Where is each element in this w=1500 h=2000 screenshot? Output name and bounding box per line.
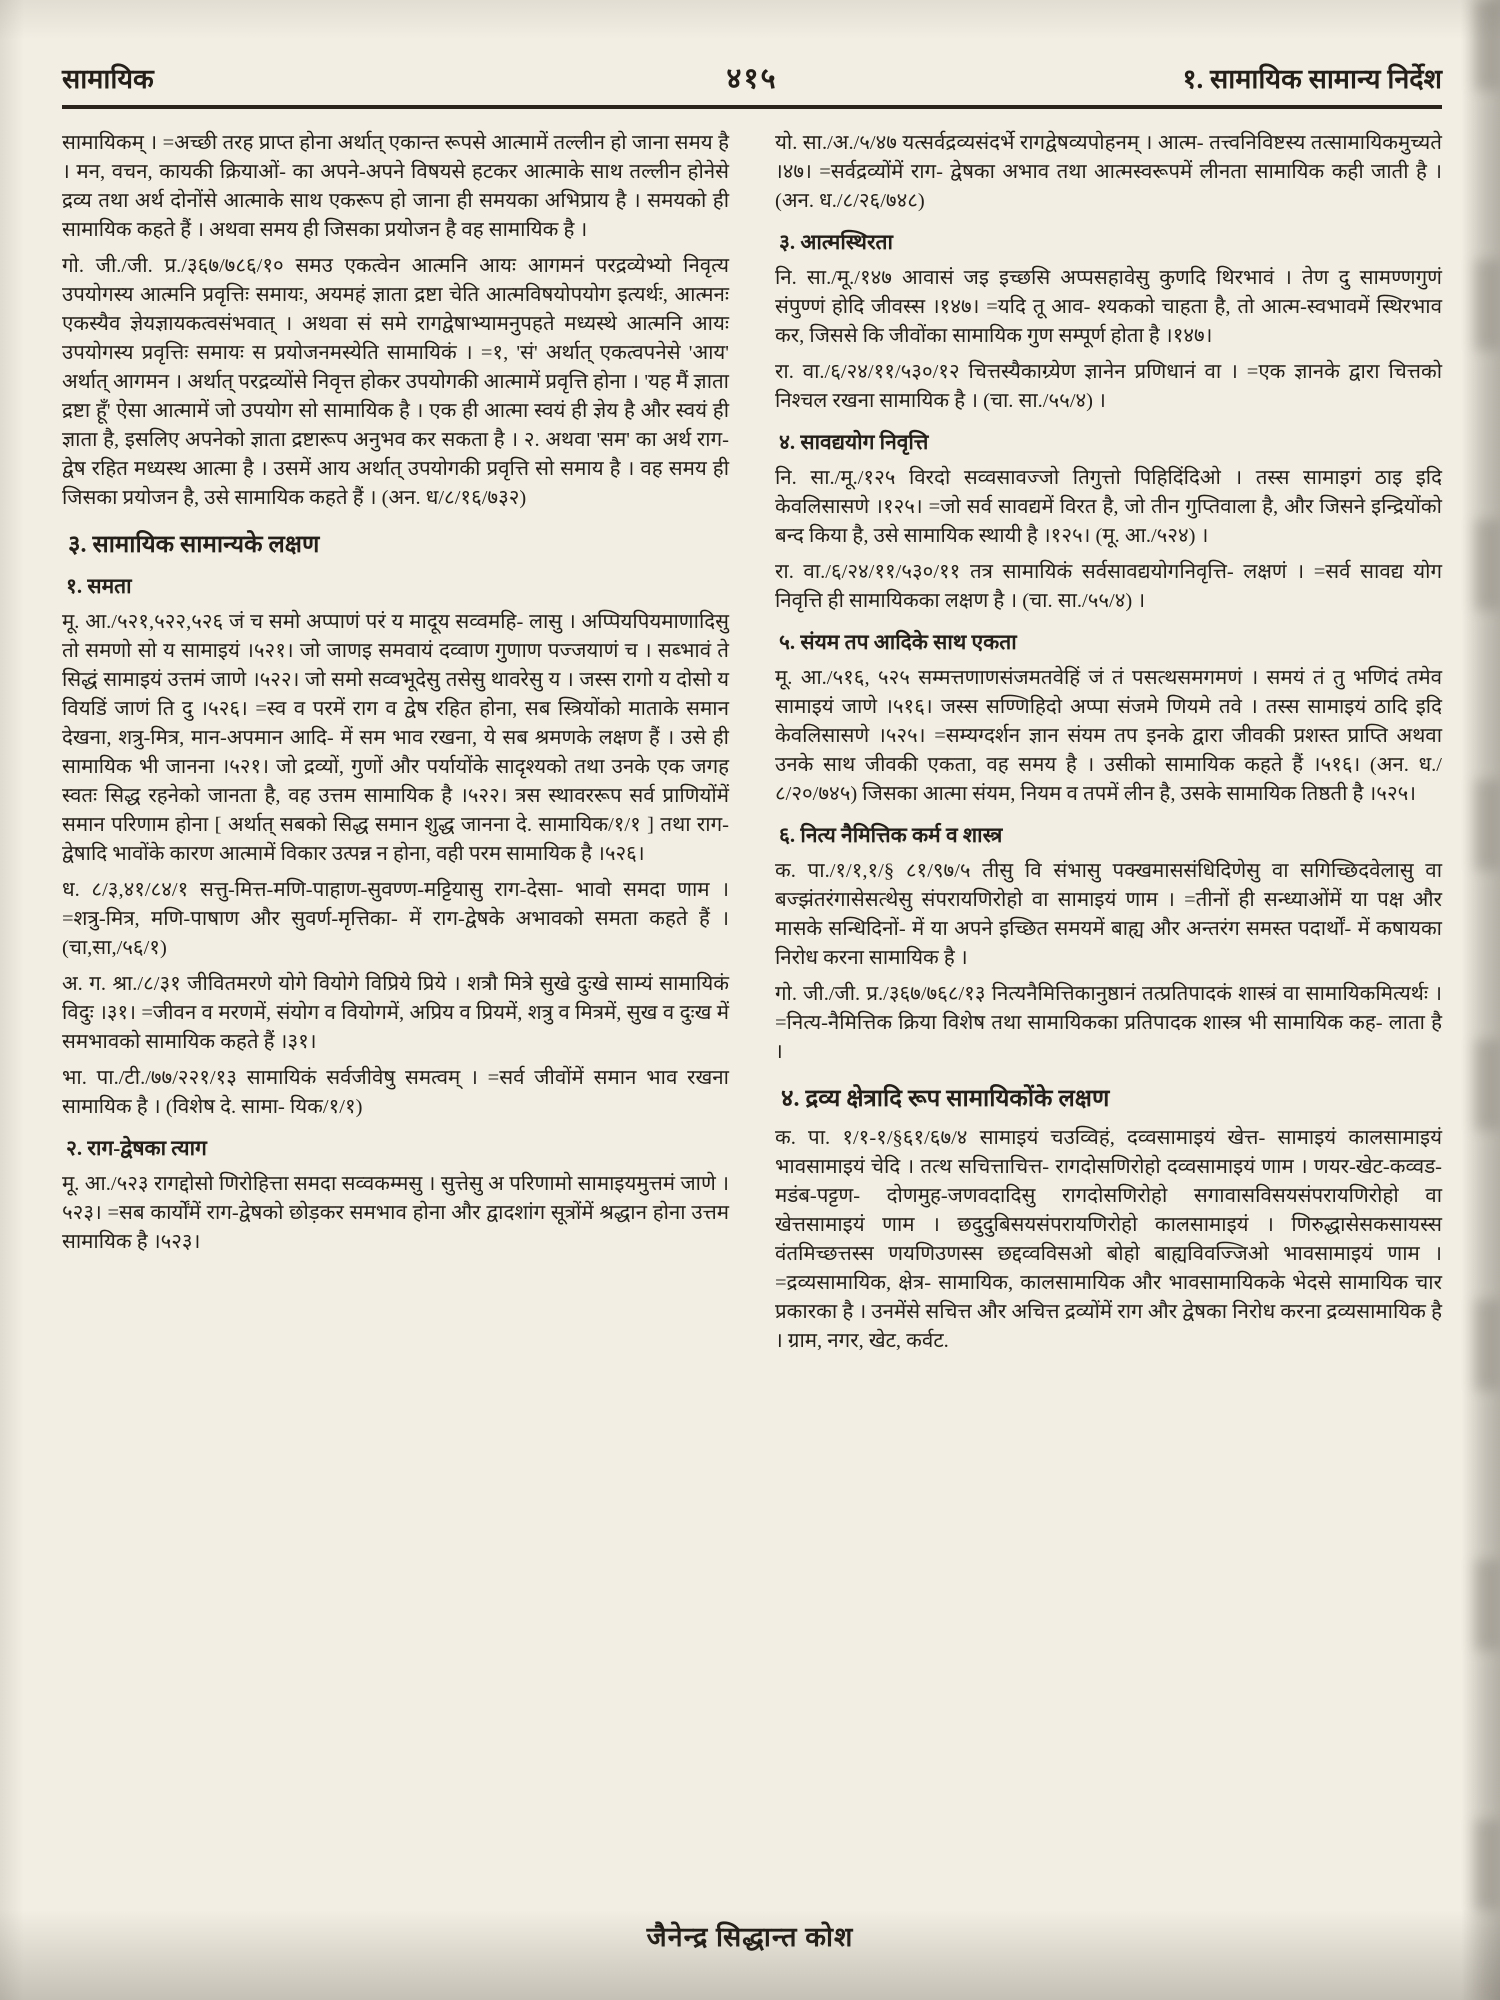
subsection-heading: ३. आत्मस्थिरता <box>779 230 893 254</box>
right-column <box>775 129 1442 1363</box>
entry-paragraph: नि. सा./मू./१२५ विरदो सव्वसावज्जो तिगुत्तो पिहिदिंदिओ । तस्स सामाइगं ठाइ इदि केवलिसासणे ।१२५। =जो सर्व सावद्यमें विरत है, जो तीन गुप्तिवाला है, और जिसने इन्द्रियोंको बन्द किया है, उसे सामायिक स्थायी है ।१२५। (मू. आ./५२४) । <box>775 467 1442 547</box>
entry-paragraph: क. पा./१/१,१/§ ८१/९७/५ तीसु वि संभासु पक्खमाससंधिदिणेसु वा सगिच्छिदवेलासु वा बज्झंतरंगासेसत्थेसु संपरायणिरोहो वा सामाइयं णाम । =तीनों ही सन्ध्याओंमें या पक्ष और मासके सन्धिदिनों- में या अपने इच्छित समयमें बाह्य और अन्तरंग समस्त पदार्थों- में कषायका निरोध करना सामायिक है । <box>775 860 1442 969</box>
entry-paragraph: गो. जी./जी. प्र./३६७/७६८/१३ नित्यनैमित्तिकानुष्ठानं तत्प्रतिपादकं शास्त्रं वा सामायिकमित्यर्थः । =नित्य-नैमित्तिक क्रिया विशेष तथा सामायिकका प्रतिपादक शास्त्र भी सामायिक कह- लाता है । <box>775 983 1442 1063</box>
page-number: ४१५ <box>726 63 778 95</box>
entry-paragraph: नि. सा./मू./१४७ आवासं जइ इच्छसि अप्पसहावेसु कुणदि थिरभावं । तेण दु सामण्णगुणं संपुण्णं होदि जीवस्स ।१४७। =यदि तू आव- श्यकको चाहता है, तो आत्म-स्वभावमें स्थिरभाव कर, जिससे कि जीवोंका सामायिक गुण सम्पूर्ण होता है ।१४७। <box>775 267 1442 347</box>
entry-paragraph: क. पा. १/१-१/§६१/६७/४ सामाइयं चउव्विहं, दव्वसामाइयं खेत्त- सामाइयं कालसामाइयं भावसामाइयं चेदि । तत्थ सचित्ताचित्त- रागदोसणिरोहो दव्वसामाइयं णाम । णयर-खेट-कव्वड-मडंब-पट्टण- दोणमुह-जणवदादिसु रागदोसणिरोहो सगावासविसयसंपरायणिरोहो वा खेत्तसामाइयं णाम । छदुदुबिसयसंपरायणिरोहो कालसामाइयं । णिरुद्धासेसकसायस्स वंतमिच्छत्तस्स णयणिउणस्स छद्दव्वविसओ बोहो बाह्यविवज्जिओ भावसामाइयं णाम । =द्रव्यसामायिक, क्षेत्र- सामायिक, कालसामायिक और भावसामायिकके भेदसे सामायिक चार प्रकारका है । उनमेंसे सचित्त और अचित्त द्रव्योंमें राग और द्वेषका निरोध करना द्रव्यसामायिक है । ग्राम, नगर, खेट, कर्वट. <box>775 1127 1442 1352</box>
entry-paragraph: यो. सा./अ./५/४७ यत्सर्वद्रव्यसंदर्भे रागद्वेषव्यपोहनम् । आत्म- तत्त्वनिविष्टस्य तत्सामायिकमुच्यते ।४७। =सर्वद्रव्योंमें राग- द्वेषका अभाव तथा आत्मस्वरूपमें लीनता सामायिक कही जाती है । (अन. ध./८/२६/७४८) <box>775 132 1442 212</box>
header-rule <box>62 105 1442 109</box>
entry-paragraph: गो. जी./जी. प्र./३६७/७८६/१० समउ एकत्वेन आत्मनि आयः आगमनं परद्रव्येभ्यो निवृत्य उपयोगस्य आत्मनि प्रवृत्तिः समायः, अयमहं ज्ञाता द्रष्टा चेति आत्मविषयोपयोग इत्यर्थः, आत्मनः एकस्यैव ज्ञेयज्ञायकत्वसंभवात् । अथवा सं समे रागद्वेषाभ्यामनुपहते मध्यस्थे आत्मनि आयः उपयोगस्य प्रवृत्तिः समायः स प्रयोजनमस्येति सामायिकं । =१, 'सं' अर्थात् एकत्वपनेसे 'आय' अर्थात् आगमन । अर्थात् परद्रव्योंसे निवृत्त होकर उपयोगकी आत्मामें प्रवृत्ति होना । 'यह मैं ज्ञाता द्रष्टा हूँ' ऐसा आत्मामें जो उपयोग सो सामायिक है । एक ही आत्मा स्वयं ही ज्ञेय है और स्वयं ही ज्ञाता है, इसलिए अपनेको ज्ञाता द्रष्टारूप अनुभव कर सकता है । २. अथवा 'सम' का अर्थ राग-द्वेष रहित मध्यस्थ आत्मा है । उसमें आय अर्थात् उपयोगकी प्रवृत्ति सो समाय है । वह समय ही जिसका प्रयोजन है, उसे सामायिक कहते हैं । (अन. ध/८/१६/७३२) <box>62 255 729 509</box>
page-header <box>62 58 1442 97</box>
section-heading: ४. द्रव्य क्षेत्रादि रूप सामायिकोंके लक्षण <box>781 1086 1110 1112</box>
left-column <box>62 129 729 1363</box>
entry-paragraph: सामायिकम् । =अच्छी तरह प्राप्त होना अर्थात् एकान्त रूपसे आत्मामें तल्लीन हो जाना समय है । मन, वचन, कायकी क्रियाओं- का अपने-अपने विषयसे हटकर आत्माके साथ तल्लीन होनेसे द्रव्य तथा अर्थ दोनोंसे आत्माके साथ एकरूप हो जाना ही समयका अभिप्राय है । समयको ही सामायिक कहते हैं । अथवा समय ही जिसका प्रयोजन है वह सामायिक है । <box>62 132 729 241</box>
entry-paragraph: रा. वा./६/२४/११/५३०/१२ चित्तस्यैकाग्र्येण ज्ञानेन प्रणिधानं वा । =एक ज्ञानके द्वारा चित्तको निश्चल रखना सामायिक है । (चा. सा./५५/४) । <box>775 361 1442 412</box>
scan-edge-smudge <box>1474 0 1500 2000</box>
entry-paragraph: मू. आ./५१६, ५२५ सम्मत्तणाणसंजमतवेहिं जं तं पसत्थसमगमणं । समयं तं तु भणिदं तमेव सामाइयं जाणे ।५१६। जस्स सण्णिहिदो अप्पा संजमे णियमे तवे । तस्स सामाइयं ठादि इदि केवलिसासणे ।५२५। =सम्यग्दर्शन ज्ञान संयम तप इनके द्वारा जीवकी प्रशस्त प्राप्ति अथवा उनके साथ जीवकी एकता, वह समय है । उसीको सामायिक कहते हैं ।५१६। (अन. ध./८/२०/७४५) जिसका आत्मा संयम, नियम व तपमें लीन है, उसके सामायिक तिष्ठती है ।५२५। <box>775 667 1442 805</box>
section-heading: ३. सामायिक सामान्यके लक्षण <box>68 532 320 558</box>
subsection-heading: ६. नित्य नैमित्तिक कर्म व शास्त्र <box>779 823 1003 847</box>
subsection-heading: ५. संयम तप आदिके साथ एकता <box>779 630 1017 654</box>
subsection-heading: २. राग-द्वेषका त्याग <box>66 1136 207 1160</box>
running-head-right: १. सामायिक सामान्य निर्देश <box>1182 64 1442 94</box>
book-title-footer: जैनेन्द्र सिद्धान्त कोश <box>646 1922 854 1952</box>
entry-paragraph: मू. आ./५२३ रागद्दोसो णिरोहित्ता समदा सव्वकम्मसु । सुत्तेसु अ परिणामो सामाइयमुत्तमं जाणे ।५२३। =सब कार्योंमें राग-द्वेषको छोड़कर समभाव होना और द्वादशांग सूत्रोंमें श्रद्धान होना उत्तम सामायिक है ।५२३। <box>62 1173 729 1253</box>
text-columns <box>62 129 1442 1363</box>
entry-paragraph: अ. ग. श्रा./८/३१ जीवितमरणे योगे वियोगे विप्रिये प्रिये । शत्रौ मित्रे सुखे दुःखे साम्यं सामायिकं विदुः ।३१। =जीवन व मरणमें, संयोग व वियोगमें, अप्रिय व प्रियमें, शत्रु व मित्रमें, सुख व दुःख में समभावको सामायिक कहते हैं ।३१। <box>62 973 729 1053</box>
entry-paragraph: भा. पा./टी./७७/२२१/१३ सामायिकं सर्वजीवेषु समत्वम् । =सर्व जीवोंमें समान भाव रखना सामायिक है । (विशेष दे. सामा- यिक/१/१) <box>62 1067 729 1118</box>
subsection-heading: ४. सावद्ययोग निवृत्ति <box>779 430 929 454</box>
subsection-heading: १. समता <box>66 574 132 598</box>
entry-paragraph: मू. आ./५२१,५२२,५२६ जं च समो अप्पाणं परं य मादूय सव्वमहि- लासु । अप्पियपियमाणादिसु तो समणो सो य सामाइयं ।५२१। जो जाणइ समवायं दव्वाण गुणाण पज्जयाणं च । सब्भावं ते सिद्धं सामाइयं उत्तमं जाणे ।५२२। जो समो सव्वभूदेसु तसेसु थावरेसु य । जस्स रागो य दोसो य वियडिं जाणं ति दु ।५२६। =स्व व परमें राग व द्वेष रहित होना, सब स्त्रियोंको माताके समान देखना, शत्रु-मित्र, मान-अपमान आदि- में सम भाव रखना, ये सब श्रमणके लक्षण हैं । उसे ही सामायिक भी जानना ।५२१। जो द्रव्यों, गुणों और पर्यायोंके सादृश्यको तथा उनके एक जगह स्वतः सिद्ध रहनेको जानता है, वह उत्तम सामायिक है ।५२२। त्रस स्थावररूप सर्व प्राणियोंमें समान परिणाम होना [ अर्थात् सबको सिद्ध समान शुद्ध जानना दे. सामायिक/१/१ ] तथा राग-द्वेषादि भावोंके कारण आत्मामें विकार उत्पन्न न होना, वही परम सामायिक है ।५२६। <box>62 611 729 865</box>
running-head-left: सामायिक <box>62 64 154 94</box>
entry-paragraph: रा. वा./६/२४/११/५३०/११ तत्र सामायिकं सर्वसावद्ययोगनिवृत्ति- लक्षणं । =सर्व सावद्य योग निवृत्ति ही सामायिकका लक्षण है । (चा. सा./५५/४) । <box>775 561 1442 612</box>
entry-paragraph: ध. ८/३,४१/८४/१ सत्तु-मित्त-मणि-पाहाण-सुवण्ण-मट्टियासु राग-देसा- भावो समदा णाम । =शत्रु-मित्र, मणि-पाषाण और सुवर्ण-मृत्तिका- में राग-द्वेषके अभावको समता कहते हैं । (चा,सा,/५६/१) <box>62 879 729 959</box>
